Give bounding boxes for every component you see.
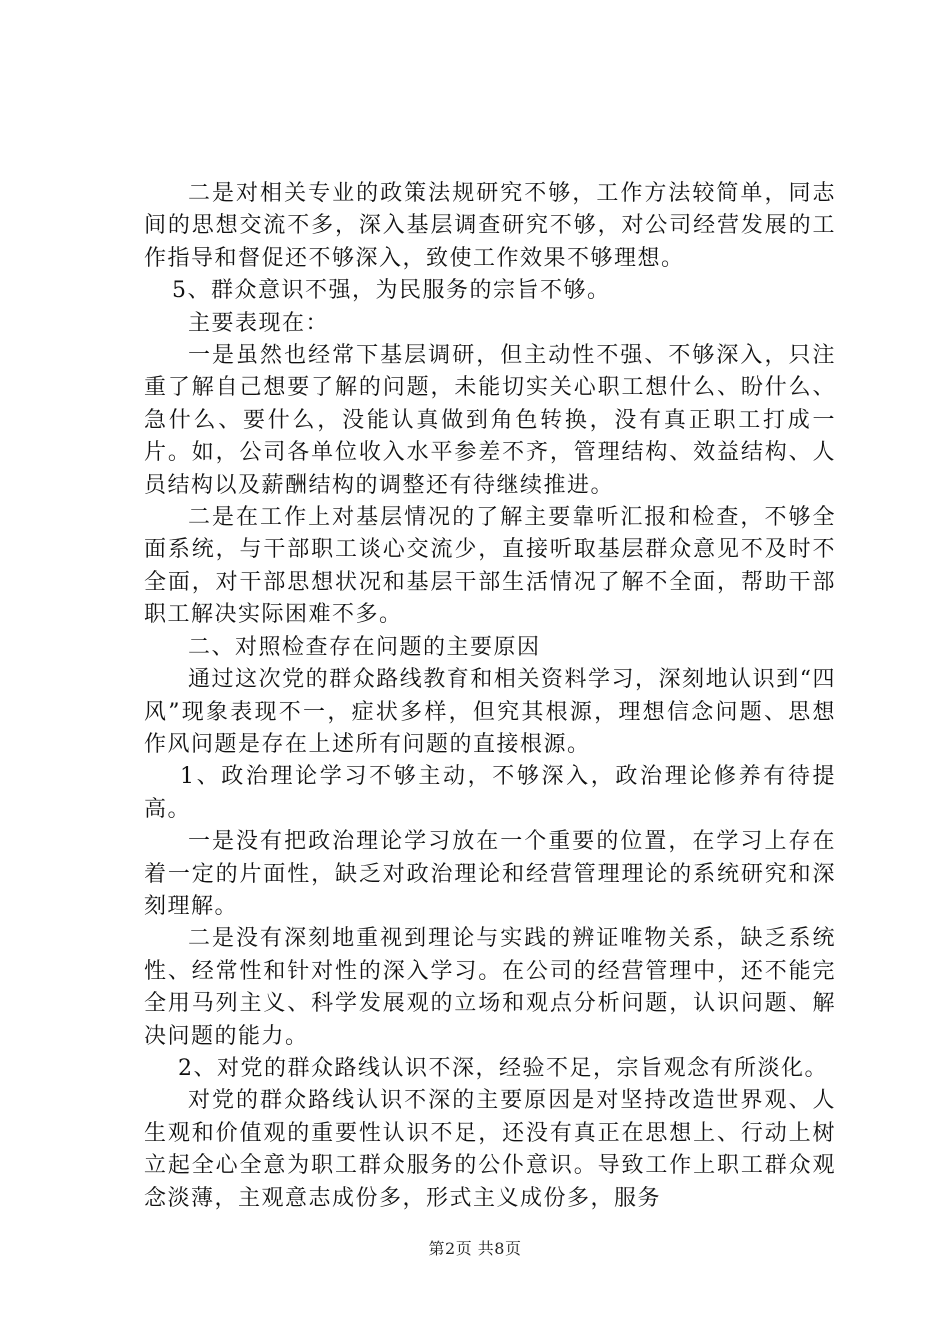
- paragraph: 通过这次党的群众路线教育和相关资料学习，深刻地认识到“四风”现象表现不一，症状多样，但究其根源，理想信念问题、思想作风问题是存在上述所有问题的直接根源。: [144, 667, 836, 757]
- paragraph: 5、群众意识不强，为民服务的宗旨不够。: [172, 278, 611, 304]
- paragraph: 2、对党的群众路线认识不深，经验不足，宗旨观念有所淡化。: [178, 1055, 828, 1081]
- section-heading: 二、对照检查存在问题的主要原因: [188, 634, 541, 660]
- page-footer: 第2页 共8页: [428, 1239, 522, 1258]
- paragraph: 二是没有深刻地重视到理论与实践的辨证唯物关系，缺乏系统性、经常性和针对性的深入学习。在公司的经营管理中，还不能完全用马列主义、科学发展观的立场和观点分析问题，认识问题、解决问题的能力。: [144, 926, 836, 1049]
- paragraph: 二是对相关专业的政策法规研究不够，工作方法较简单，同志间的思想交流不多，深入基层调查研究不够，对公司经营发展的工作指导和督促还不够深入，致使工作效果不够理想。: [144, 181, 836, 271]
- paragraph: 1、政治理论学习不够主动，不够深入，政治理论修养有待提高。: [144, 764, 836, 822]
- paragraph: 一是没有把政治理论学习放在一个重要的位置，在学习上存在着一定的片面性，缺乏对政治理论和经营管理理论的系统研究和深刻理解。: [144, 829, 836, 919]
- paragraph: 对党的群众路线认识不深的主要原因是对坚持改造世界观、人生观和价值观的重要性认识不足，还没有真正在思想上、行动上树立起全心全意为职工群众服务的公仆意识。导致工作上职工群众观念淡薄，主观意志成份多，形式主义成份多，服务: [144, 1088, 836, 1211]
- document-body: [144, 178, 836, 1215]
- paragraph: 一是虽然也经常下基层调研，但主动性不强、不够深入，只注重了解自己想要了解的问题，未能切实关心职工想什么、盼什么、急什么、要什么，没能认真做到角色转换，没有真正职工打成一片。如，公司各单位收入水平参差不齐，管理结构、效益结构、人员结构以及薪酬结构的调整还有待继续推进。: [144, 343, 836, 498]
- paragraph: 二是在工作上对基层情况的了解主要靠听汇报和检查，不够全面系统，与干部职工谈心交流少，直接听取基层群众意见不及时不全面，对干部思想状况和基层干部生活情况了解不全面，帮助干部职工解决实际困难不多。: [144, 505, 836, 628]
- paragraph: 主要表现在：: [188, 310, 330, 336]
